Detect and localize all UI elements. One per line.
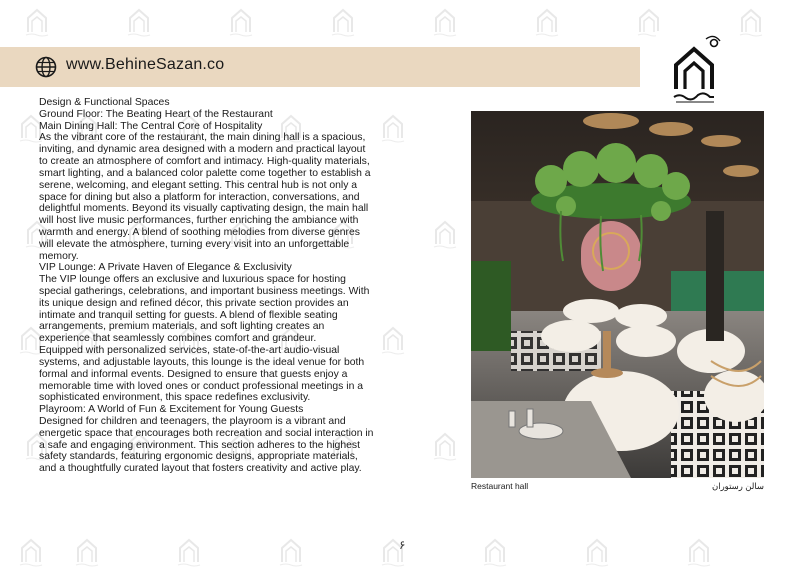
body-text: [39, 97, 375, 475]
figure-caption-en: Restaurant hall: [471, 481, 529, 491]
watermark-logo-icon: [274, 534, 308, 568]
globe-icon: [35, 56, 57, 78]
watermark-logo-icon: [428, 4, 462, 38]
heading-main-dining-hall: Main Dining Hall: The Central Core of Hospitality: [39, 120, 263, 132]
page-number: ۶: [399, 538, 406, 552]
heading-design-spaces: Design & Functional Spaces: [39, 97, 170, 108]
watermark-logo-icon: [530, 4, 564, 38]
watermark-logo-icon: [122, 4, 156, 38]
watermark-logo-icon: [70, 534, 104, 568]
figure-caption-fa: سالن رستوران: [711, 481, 764, 491]
watermark-logo-icon: [20, 4, 54, 38]
heading-playroom: Playroom: A World of Fun & Excitement for Young Guests: [39, 404, 304, 416]
watermark-logo-icon: [734, 4, 768, 38]
paragraph-main-dining-hall: As the vibrant core of the restaurant, the main dining hall is a spacious, inviting, and dynamic area designed with a modern and practical layout to create an atmosphere of comfort and intimacy. High-quality materials, smart lighting, and a balanced color palette come together to establish a serene, welcoming, and elegant setting. This central hub is not only a space for dining but also a platform for interaction, conversations, and delightful moments. Beyond its visually captivating design, the main hall will host live music performances, further enriching the ambiance with warmth and energy. A blend of soothing melodies from diverse genres will elevate the atmosphere, turning every visit into an unforgettable memory.: [39, 132, 371, 262]
watermark-logo-icon: [14, 534, 48, 568]
watermark-logo-icon: [682, 534, 716, 568]
heading-vip-lounge: VIP Lounge: A Private Haven of Elegance & Exclusivity: [39, 262, 292, 274]
watermark-logo-icon: [172, 534, 206, 568]
header-band: [0, 47, 640, 87]
paragraph-playroom: Designed for children and teenagers, the playroom is a vibrant and energetic space that encourages both recreation and social interaction in a safe and engaging environment. This section adheres to the highest safety standards, featuring ergonomic designs, appropriate materials, and a thoughtfully curated layout that fosters creativity and active play.: [39, 415, 374, 475]
paragraph-vip-lounge: The VIP lounge offers an exclusive and luxurious space for hosting special gatherings, celebrations, and important business meetings. With its unique design and refined décor, this private section provides an intimate and tranquil setting for guests. A blend of flexible seating arrangements, premium materials, and soft lighting creates an experience that seamlessly combines comfort and grandeur.: [39, 274, 370, 345]
heading-ground-floor: Ground Floor: The Beating Heart of the Restaurant: [39, 108, 273, 120]
watermark-logo-icon: [224, 4, 258, 38]
watermark-logo-icon: [428, 216, 462, 250]
watermark-logo-icon: [326, 4, 360, 38]
restaurant-hall-photo: [471, 111, 764, 478]
house-logo-icon: [656, 31, 732, 111]
watermark-logo-icon: [376, 322, 410, 356]
watermark-logo-icon: [428, 428, 462, 462]
watermark-logo-icon: [580, 534, 614, 568]
website-link[interactable]: www.BehineSazan.co: [66, 56, 225, 73]
watermark-logo-icon: [478, 534, 512, 568]
paragraph-vip-services: Equipped with personalized services, state-of-the-art audio-visual systems, and adjustable layouts, this lounge is the ideal venue for both formal and informal events. Designed to ensure that guests enjoy a memorable time with loved ones or conduct professional meetings in a sophisticated environment, this space redefines exclusivity.: [39, 345, 365, 404]
watermark-logo-icon: [376, 110, 410, 144]
